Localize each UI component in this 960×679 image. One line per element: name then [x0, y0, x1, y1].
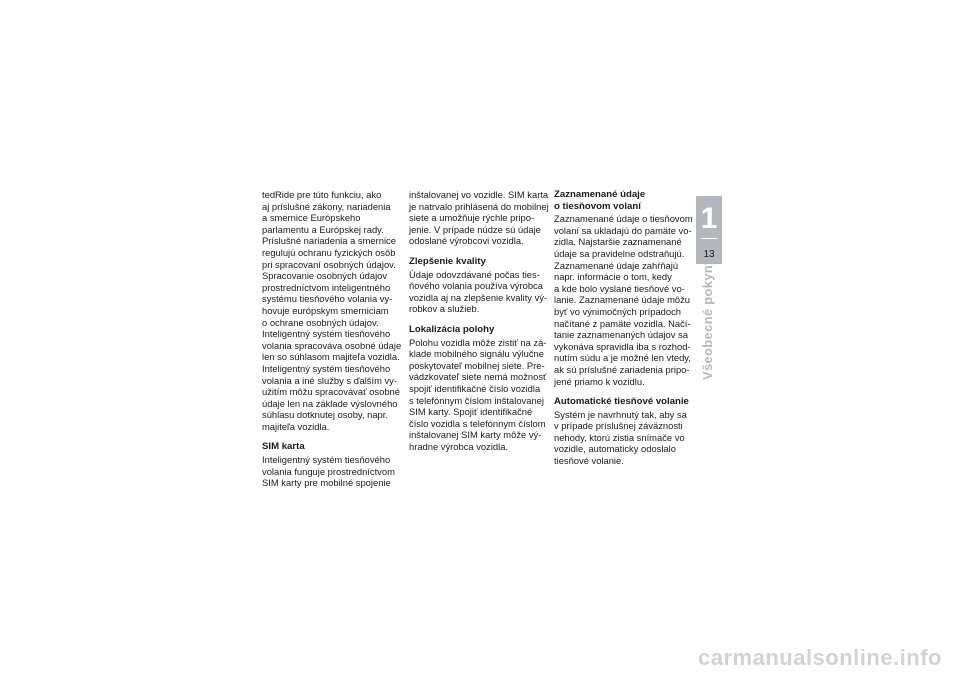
- text-line: Inteligentný systém tiesňového: [262, 362, 391, 374]
- text-line: prostredníctvom inteligentného: [262, 281, 391, 293]
- text-line: poskytovateľ mobilnej siete. Pre-: [409, 359, 545, 371]
- text-line: siete a umožňuje rýchle pripo-: [409, 212, 535, 224]
- text-line: vykonáva spravidla iba s rozhod-: [554, 340, 691, 352]
- text-line: SIM karty pre mobilné spojenie: [262, 477, 391, 489]
- text-line: číslo vozidla s telefónnym číslom: [409, 417, 546, 429]
- heading-localization: Lokalizácia polohy: [409, 323, 495, 335]
- text-line: vádzkovateľ siete nemá možnosť: [409, 371, 547, 383]
- text-line: pri spracovaní osobných údajov.: [262, 258, 396, 270]
- heading-recorded-data: [554, 189, 694, 212]
- chapter-tab: [696, 196, 722, 264]
- text-line: o ochrane osobných údajov.: [262, 316, 379, 328]
- paragraph: [409, 337, 549, 453]
- text-line: volania a iné služby s ďalším vy-: [262, 374, 397, 386]
- text-line: Inteligentný systém tiesňového: [262, 454, 391, 466]
- text-line: SIM karty. Spojiť identifikačné: [409, 406, 533, 418]
- chapter-title: Všeobecné pokyny: [700, 257, 715, 380]
- text-line: načítané z pamäte vozidla. Načí-: [554, 317, 691, 329]
- text-line: volania funguje prostredníctvom: [262, 465, 395, 477]
- text-line: napr. informácie o tom, kedy: [554, 271, 672, 283]
- text-line: jenie. V prípade núdze sú údaje: [409, 223, 541, 235]
- heading-quality: Zlepšenie kvality: [409, 255, 486, 267]
- heading-automatic-call: Automatické tiesňové volanie: [554, 396, 689, 408]
- text-line: údaje sa pravidelne odstraňujú.: [554, 247, 685, 259]
- text-line: a smernice Európskeho: [262, 212, 361, 224]
- text-line: ak sú príslušné zariadenia pripo-: [554, 363, 690, 375]
- text-line: tedRide pre túto funkciu, ako: [262, 189, 382, 200]
- text-line: Zaznamenané údaje o tiesňovom: [554, 213, 693, 225]
- text-line: inštalovanej SIM karty môže vý-: [409, 429, 542, 441]
- text-line: nehody, ktorú zistia snímače vo: [554, 431, 685, 443]
- text-line: užitím môžu spracovávať osobné: [262, 386, 400, 398]
- text-line: vozidle, automaticky odoslalo: [554, 443, 676, 455]
- chapter-number: 1: [700, 202, 718, 235]
- text-column-2: [409, 189, 549, 452]
- text-line: odoslané výrobcovi vozidla.: [409, 235, 524, 247]
- text-line: tiesňové volanie.: [554, 455, 624, 467]
- paragraph: [262, 454, 402, 489]
- text-line: Zaznamenané údaje zahŕňajú: [554, 259, 679, 271]
- chapter-tab-block: [696, 196, 722, 264]
- text-line: regulujú ochranu fyzických osôb: [262, 246, 396, 258]
- text-line: inštalovanej vo vozidle. SIM karta: [409, 189, 549, 200]
- text-column-3: [554, 189, 694, 467]
- paragraph: [262, 189, 402, 432]
- text-line: aj príslušné zákony, nariadenia: [262, 200, 391, 212]
- text-line: robkov a služieb.: [409, 303, 480, 315]
- text-line: s telefónnym číslom inštalovanej: [409, 394, 544, 406]
- text-line: Systém je navrhnutý tak, aby sa: [554, 408, 687, 420]
- paragraph: [409, 269, 549, 315]
- text-line: hradne výrobca vozidla.: [409, 440, 509, 452]
- text-line: volania spracováva osobné údaje: [262, 339, 402, 351]
- page-number: 13: [703, 249, 715, 260]
- text-line: Údaje odovzdávané počas ties-: [409, 268, 540, 280]
- text-line: a kde bolo vyslané tiesňové vo-: [554, 282, 685, 294]
- text-line: spojiť identifikačné číslo vozidla: [409, 382, 541, 394]
- text-line: nutím súdu a je možné len vtedy,: [554, 352, 691, 364]
- text-line: je natrvalo prihlásená do mobilnej: [409, 200, 549, 212]
- paragraph: [554, 213, 694, 387]
- paragraph: [554, 409, 694, 467]
- text-line: parlamentu a Európskej rady.: [262, 223, 384, 235]
- text-line: v prípade príslušnej záväznosti: [554, 420, 683, 432]
- text-line: údaje len na základe výslovného: [262, 397, 398, 409]
- watermark: carmanualsonline.info: [698, 645, 942, 670]
- text-line: jené priamo k vozidlu.: [554, 375, 645, 387]
- text-line: tanie zaznamenaných údajov sa: [554, 329, 688, 341]
- tab-divider: [701, 238, 717, 239]
- text-line: lanie. Zaznamenané údaje môžu: [554, 294, 691, 306]
- text-line: súhlasu dotknutej osoby, napr.: [262, 409, 388, 421]
- text-line: ňového volania používa výrobca: [409, 280, 543, 292]
- text-line: byť vo výnimočných prípadoch: [554, 305, 682, 317]
- text-column-1: [262, 189, 402, 489]
- heading-line: o tiesňovom volaní: [554, 200, 641, 212]
- text-line: volaní sa ukladajú do pamäte vo-: [554, 224, 692, 236]
- heading-sim-card: SIM karta: [262, 441, 305, 453]
- heading-line: Zaznamenané údaje: [554, 189, 646, 200]
- text-line: systému tiesňového volania vy-: [262, 293, 393, 305]
- text-line: vozidla aj na zlepšenie kvality vý-: [409, 291, 548, 303]
- text-line: Príslušné nariadenia a smernice: [262, 235, 396, 247]
- text-line: len so súhlasom majiteľa vozidla.: [262, 351, 400, 363]
- text-line: Polohu vozidla môže zistiť na zá-: [409, 336, 547, 348]
- text-line: klade mobilného signálu výlučne: [409, 348, 544, 360]
- text-line: zidla. Najstaršie zaznamenané: [554, 236, 682, 248]
- text-line: Spracovanie osobných údajov: [262, 270, 388, 282]
- text-line: majiteľa vozidla.: [262, 420, 330, 432]
- text-line: hovuje európskym smerniciam: [262, 304, 389, 316]
- paragraph: [409, 189, 549, 247]
- text-line: Inteligentný systém tiesňového: [262, 328, 391, 340]
